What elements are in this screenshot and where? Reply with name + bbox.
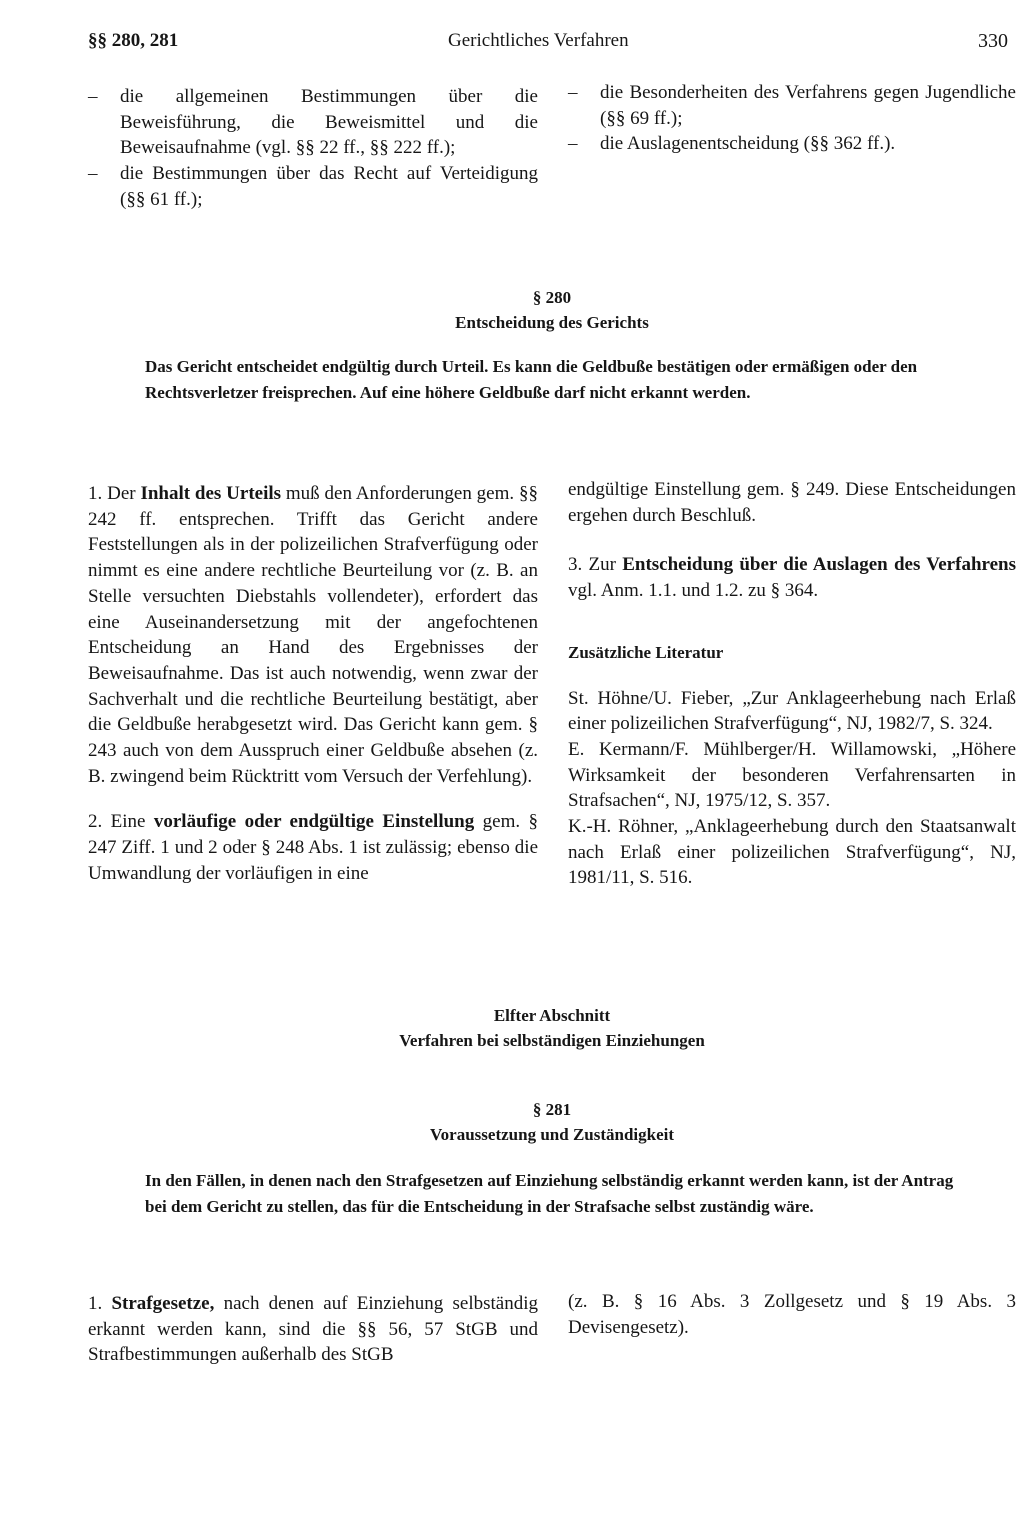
chapter-title: Elfter Abschnitt: [493, 1006, 611, 1025]
top-left-column: [88, 84, 538, 213]
section-281-right-column: [568, 1289, 1016, 1340]
section-title: Entscheidung des Gerichts: [455, 313, 649, 332]
section-280-heading: [88, 285, 1016, 335]
list-item: – die allgemeinen Bestimmungen über die Beweisführung, die Beweismittel und die Beweisaufnahme (vgl. §§ 22 ff., §§ 222 ff.);: [88, 84, 538, 161]
section-281-left-column: [88, 1291, 538, 1368]
header-sections: §§ 280, 281: [88, 30, 179, 51]
literature-heading: Zusätzliche Literatur: [568, 642, 724, 662]
note-2-continued: endgültige Einstellung gem. § 249. Diese Entscheidungen ergehen durch Beschluß.: [568, 479, 1016, 526]
list-item: – die Bestimmungen über das Recht auf Verteidigung (§§ 61 ff.);: [88, 161, 538, 212]
header-title: Gerichtliches Verfahren: [448, 30, 629, 51]
page-header: [88, 30, 1008, 60]
note-2: 2. Eine vorläufige oder endgültige Einstellung gem. § 247 Ziff. 1 und 2 oder § 248 Abs. 1 ist zulässig; ebenso die Umwandlung der vorläufigen in eine: [88, 811, 538, 884]
literature-entry: St. Höhne/U. Fieber, „Zur Anklageerhebung nach Erlaß einer polizeilichen Strafverfügung“, NJ, 1982/7, S. 324.: [568, 687, 1016, 735]
note-3: 3. Zur Entscheidung über die Auslagen des Verfahrens vgl. Anm. 1.1. und 1.2. zu § 364.: [568, 554, 1016, 602]
note-1-continued: (z. B. § 16 Abs. 3 Zollgesetz und § 19 Abs. 3 Devisengesetz).: [568, 1291, 1016, 1338]
section-number: § 281: [532, 1100, 572, 1119]
section-280-left-column: [88, 481, 538, 887]
note-1: 1. Strafgesetze, nach denen auf Einziehung selbständig erkannt werden kann, sind die §§ 56, 57 StGB und Strafbestimmungen außerhalb des StGB: [88, 1293, 539, 1366]
chapter-subtitle: Verfahren bei selbständigen Einziehungen: [399, 1031, 705, 1050]
top-right-column: [568, 80, 1016, 157]
literature-entry: K.-H. Röhner, „Anklageerhebung durch den Staatsanwalt nach Erlaß einer polizeilichen Strafverfügung“, NJ, 1981/11, S. 516.: [568, 816, 1016, 889]
chapter-heading: [88, 1003, 1016, 1053]
page-number: 330: [978, 30, 1008, 52]
note-1: 1. Der Inhalt des Urteils muß den Anforderungen gem. §§ 242 ff. entsprechen. Trifft das Gericht andere Feststellungen als in der polizeilichen Strafverfügung oder nimmt es eine andere rechtliche Beurteilung vor (z. B. an Stelle versuchten Diebstahls vollendeter), erfordert das eine Auseinandersetzung mit der angefochtenen Entscheidung an Hand des Ergebnisses der Beweisaufnahme. Das ist auch notwendig, wenn zwar der Sachverhalt und die rechtliche Beurteilung bestätigt, aber die Geldbuße herabgesetzt wird. Das Gericht kann gem. § 243 auch von dem Ausspruch einer Geldbuße absehen (z. B. zwingend beim Rücktritt vom Versuch der Verfehlung).: [88, 483, 538, 787]
top-left-list: [88, 84, 538, 213]
list-item: – die Besonderheiten des Verfahrens gegen Jugendliche (§§ 69 ff.);: [568, 80, 1016, 131]
section-281-law-text: In den Fällen, in denen nach den Strafgesetzen auf Einziehung selbständig erkannt werden kann, ist der Antrag bei dem Gericht zu stellen, das für die Entscheidung in der Strafsache selbst zuständig wäre.: [145, 1171, 954, 1216]
section-number: § 280: [532, 288, 572, 307]
section-280-law-text: Das Gericht entscheidet endgültig durch Urteil. Es kann die Geldbuße bestätigen oder ermäßigen oder den Rechtsverletzer freisprechen. Auf eine höhere Geldbuße darf nicht erkannt werden.: [145, 357, 918, 402]
section-281-heading: [88, 1097, 1016, 1147]
list-item: – die Auslagenentscheidung (§§ 362 ff.).: [568, 131, 1016, 157]
section-title: Voraussetzung und Zuständigkeit: [429, 1125, 675, 1144]
section-280-right-column: [568, 477, 1016, 891]
literature-entry: E. Kermann/F. Mühlberger/H. Willamowski, „Höhere Wirksamkeit der besonderen Verfahrensarten in Strafsachen“, NJ, 1975/12, S. 357.: [568, 738, 1016, 812]
top-right-list: [568, 80, 1016, 157]
